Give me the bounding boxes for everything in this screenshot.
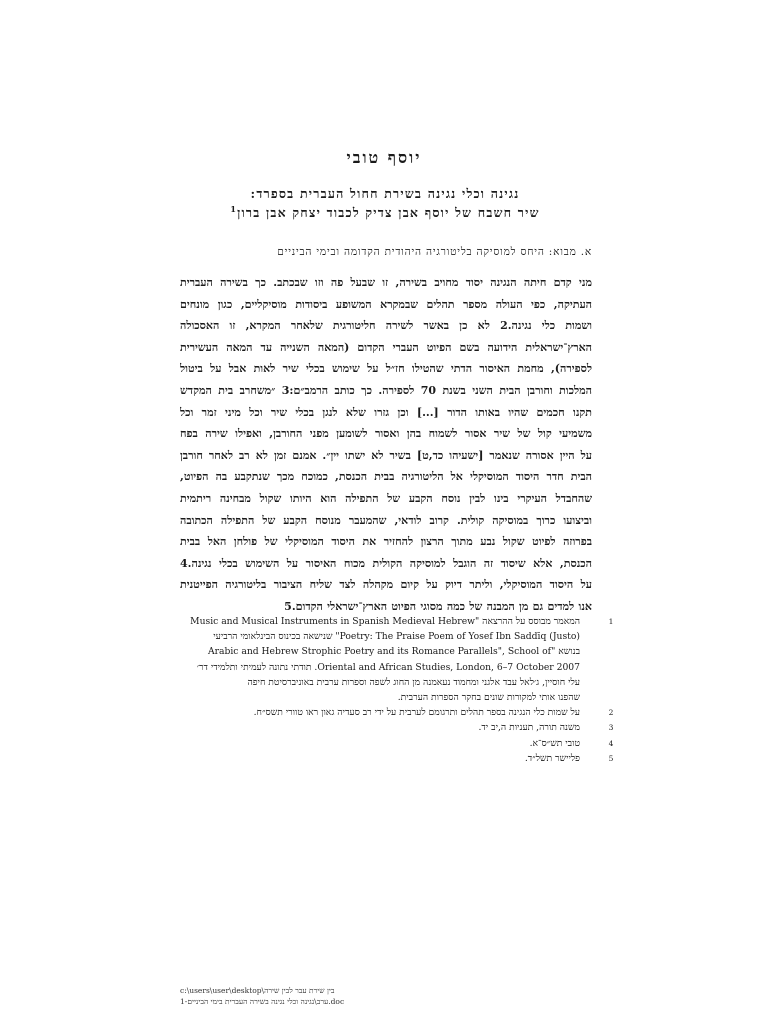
body-text <box>180 272 592 618</box>
footnote-line: Poetry: The Praise Poem of Yosef Ibn Saddīq (Justo)" שנישאה בכינוס הבינלאומי הרביעי <box>213 631 580 643</box>
footnote-1 <box>180 614 614 705</box>
body-line: וביצועו כרוך במוסיקה קולית. קרוב לודאי, שהמעבר מנוסח הקבע של התפילה הכתובה <box>180 513 592 527</box>
footnote-number: 2 <box>608 708 614 718</box>
file-path-line-2: ערב\נגינה וכלי נגינה בשירה העברית בימי הביניים-1.doc <box>180 997 345 1006</box>
footnote-3 <box>180 720 614 735</box>
body-line: שהחבדל העיקרי בינו לבין נוסח הקבע של התפילה הוא היותו שקול מבחינה ריתמית <box>180 491 592 505</box>
footnote-number: 3 <box>608 723 614 733</box>
footnote-line: פליישר תשל״ד. <box>524 752 580 764</box>
body-line: לספירה), מחמת האיסור הדתי שהטילו חז״ל על שימוש בכלי שיר לאות אבל על ביטול <box>180 362 592 376</box>
author-name: יוסף טובי <box>346 148 422 167</box>
body-line: העתיקה, כפי העולה מספר תהלים שבמקרא המשופע ביסודות מוסיקליים, כגון מונחים <box>180 297 592 311</box>
body-line: על היסוד המוסיקלי, וליתר דיוק על קיום מקהלה לצד שליח הציבור בליטורגיה הפייטנית <box>180 578 592 592</box>
body-line: הכנסת, אלא שיסוד זה הוגבל למוסיקה הקולית מכוח האיסור על השימוש בכלי נגינה.4 <box>180 556 592 570</box>
body-line: משמיעי קול של שיר אסור לשמוח בהן ואסור לשומען מפני החורבן, ואפילו שירה בפח <box>180 427 592 441</box>
title-line-2-text: שיר חשבח של יוסף אבן צדיק לכבוד יצחק אבן ברון <box>237 205 540 220</box>
title-line-2 <box>160 203 610 222</box>
footnotes <box>180 614 614 766</box>
footnote-line: טובי תש״ס־א. <box>529 737 580 749</box>
footnote-line: המאמר מבוסס על ההרצאה "Music and Musical Instruments in Spanish Medieval Hebrew <box>190 616 580 627</box>
body-line: בפרוזה לפיוט שקול נבע מתוך הרצון להחזיר את היסוד המוסיקלי של פולחן האל בבית <box>180 535 592 549</box>
body-line: הארץ־ישראלית הידועה בשם הפיוט העברי הקדום (המאה השנייה עד המאה העשירית <box>180 340 592 354</box>
footnote-line: משנה תורה, תעניות ה,יב יד. <box>478 722 580 734</box>
footnote-number: 4 <box>608 738 614 748</box>
footnote-5 <box>180 751 614 766</box>
body-line: אנו למדים גם מן המבנה של כמה מסוגי הפיוט הארץ־ישראלי הקדום.5 <box>284 599 592 613</box>
footnote-number: 5 <box>608 753 614 763</box>
title-footnote-mark: 1 <box>230 203 238 214</box>
body-line: הבית חדר היסוד המוסיקלי אל הליטורגיה בבית הכנסת, כמוכח מכך שנתקבע בה הפיוט, <box>180 470 592 484</box>
footnote-line: בנושא "Arabic and Hebrew Strophic Poetry and its Romance Parallels", School of <box>207 646 580 658</box>
file-path <box>180 985 480 1007</box>
body-line: על היין אסורה שנאמר [ישעיהו כד,ט] בשיר לא ישתו יין״. אמנם זמן לא רב לאחר חורבן <box>180 448 592 462</box>
footnote-line: Oriental and African Studies, London, 6–7 October 2007. תודתי נתונה לעמיתי ותלמידי דר׳ <box>196 661 580 673</box>
file-path-line-1: c:\users\user\desktop\בין שירת עבר לבין שירה <box>180 986 335 995</box>
body-line: המלכות וחורבן הבית השני בשנת 70 לספירה. כך כותב הרמב״ם:3 ״משחרב בית המקדש <box>180 383 592 397</box>
section-heading: א. מבוא: היחס למוסיקה בליטורגיה היהודית הקדומה ובימי הביניים <box>277 246 592 258</box>
footnote-line: על שמות כלי הנגינה בספר תהלים ותרגומם לערבית על ידי רב סעדיה גאון ראו טוורי תשס״ח. <box>253 707 580 719</box>
body-line: תקנו חכמים שהיו באותו הדור [...] וכן גזרו שלא לנגן בכלי שיר וכל מיני זמר וכל <box>180 405 592 419</box>
footnote-line: עלי חוסיין, ג׳לאל עבד אלגני ומחמוד נעאמנה מן החוג לשפה וספרות ערבית באוניברסיטת חיפה <box>247 676 580 688</box>
footnote-4 <box>180 736 614 751</box>
footnote-line: שהפנו אותי למקורות שונים בחקר הספרות הערבית. <box>397 692 580 704</box>
article-title <box>160 184 610 222</box>
body-line: מני קדם חיתה הנגינה יסוד מחויב בשירה, זו שבעל פה וזו שבכתב. כך בשירה העברית <box>180 276 592 289</box>
title-line-1: נגינה וכלי נגינה בשירת חחול העברית בספרד: <box>250 186 520 201</box>
footnote-2 <box>180 705 614 720</box>
footnote-number: 1 <box>608 617 614 626</box>
body-line: ושמות כלי נגינה.2 לא כן באשר לשירה חליטורגית שלאחר המקרא, זו האסכולה <box>180 319 592 333</box>
